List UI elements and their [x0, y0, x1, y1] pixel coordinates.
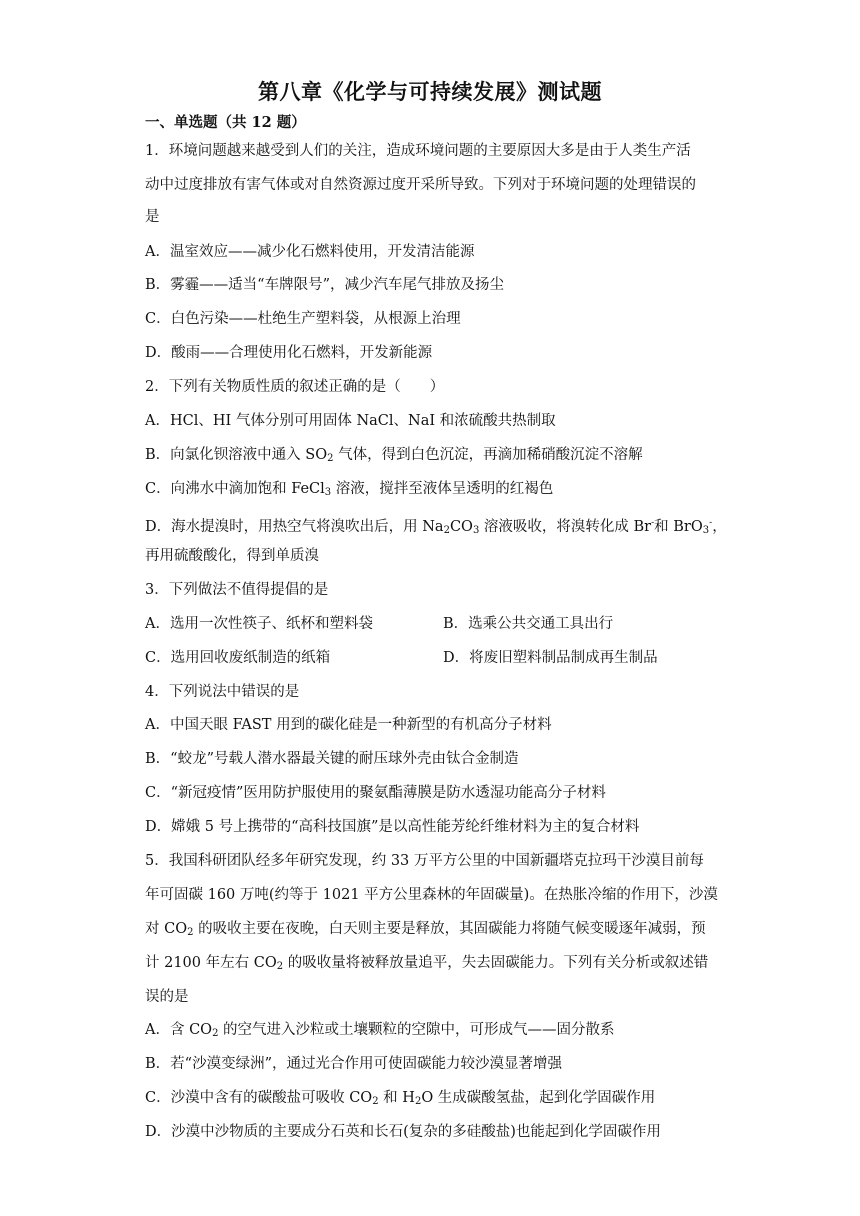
q5-stem-line3: 对 $CO_2$ 的吸收主要在夜晚，白天则主要是释放，其固碳能力将随气候变暖逐年减弱，预 — [145, 921, 706, 938]
q5-stem-line4: 计 2100 年左右 $CO_2$ 的吸收量将被释放量追平，失去固碳能力。下列有关分析或叙述错 — [145, 955, 709, 972]
q5-option-c: C．沙漠中含有的碳酸盐可吸收 $CO_2$ 和 $H_2O$ 生成碳酸氢盐，起到化学固碳作用 — [145, 1090, 656, 1107]
q4-stem: 4．下列说法中错误的是 — [145, 684, 300, 700]
q3-option-d: D．将废旧塑料制品制成再生制品 — [443, 650, 658, 666]
q1-option-a: A．温室效应——减少化石燃料使用，开发清洁能源 — [145, 244, 475, 260]
q5-option-b: B．若“沙漠变绿洲”，通过光合作用可使固碳能力较沙漠显著增强 — [145, 1056, 562, 1072]
page-title: 第八章《化学与可持续发展》测试题 — [258, 79, 602, 104]
q2-option-a: A．HCl、HI 气体分别可用固体 NaCl、NaI 和浓硫酸共热制取 — [145, 413, 556, 429]
q2-stem: 2．下列有关物质性质的叙述正确的是（ ） — [145, 379, 445, 395]
q2-option-d: D．海水提溴时，用热空气将溴吹出后，用 $Na_2CO_3$ 溶液吸收，将溴转化成 Br-和 BrO$_3$-， — [145, 518, 727, 536]
q5-option-d: D．沙漠中沙物质的主要成分石英和长石(复杂的多硅酸盐)也能起到化学固碳作用 — [145, 1124, 661, 1140]
q1-option-d: D．酸雨——合理使用化石燃料，开发新能源 — [145, 345, 433, 361]
q1-stem-line1: 1．环境问题越来越受到人们的关注，造成环境问题的主要原因大多是由于人类生产活 — [145, 143, 691, 159]
q1-option-c: C．白色污染——杜绝生产塑料袋，从根源上治理 — [145, 311, 461, 327]
section-heading: 一、单选题（共 12 题） — [145, 114, 306, 131]
q3-stem: 3．下列做法不值得提倡的是 — [145, 582, 329, 598]
q5-option-a: A．含 $CO_2$ 的空气进入沙粒或土壤颗粒的空隙中，可形成气——固分散系 — [145, 1022, 615, 1039]
q4-option-d: D．嫦娥 5 号上携带的“高科技国旗”是以高性能芳纶纤维材料为主的复合材料 — [145, 819, 640, 835]
q3-option-a: A．选用一次性筷子、纸杯和塑料袋 — [145, 616, 373, 632]
q3-option-c: C．选用回收废纸制造的纸箱 — [145, 650, 331, 666]
q3-option-b: B．选乘公共交通工具出行 — [443, 616, 614, 632]
q5-stem-line5: 误的是 — [145, 989, 189, 1005]
q2-option-d-cont: 再用硫酸酸化，得到单质溴 — [145, 548, 319, 564]
q1-stem-line3: 是 — [145, 209, 160, 225]
q4-option-c: C．“新冠疫情”医用防护服使用的聚氨酯薄膜是防水透湿功能高分子材料 — [145, 785, 606, 801]
q4-option-b: B．“蛟龙”号载人潜水器最关键的耐压球外壳由钛合金制造 — [145, 751, 519, 767]
q5-stem-line2: 年可固碳 160 万吨(约等于 1021 平方公里森林的年固碳量)。在热胀冷缩的作用下，沙漠 — [145, 887, 718, 903]
q1-stem-line2: 动中过度排放有害气体或对自然资源过度开采所导致。下列对于环境问题的处理错误的 — [145, 177, 696, 193]
q1-option-b: B．雾霾——适当“车牌限号”，减少汽车尾气排放及扬尘 — [145, 277, 504, 293]
q5-stem-line1: 5．我国科研团队经多年研究发现，约 33 万平方公里的中国新疆塔克拉玛干沙漠目前每 — [145, 853, 704, 869]
q2-option-b: B．向氯化钡溶液中通入 $SO_2$ 气体，得到白色沉淀，再滴加稀硝酸沉淀不溶解 — [145, 447, 643, 464]
q2-option-c: C．向沸水中滴加饱和 FeCl$_3$ 溶液，搅拌至液体呈透明的红褐色 — [145, 481, 554, 498]
q4-option-a: A．中国天眼 FAST 用到的碳化硅是一种新型的有机高分子材料 — [145, 717, 552, 733]
